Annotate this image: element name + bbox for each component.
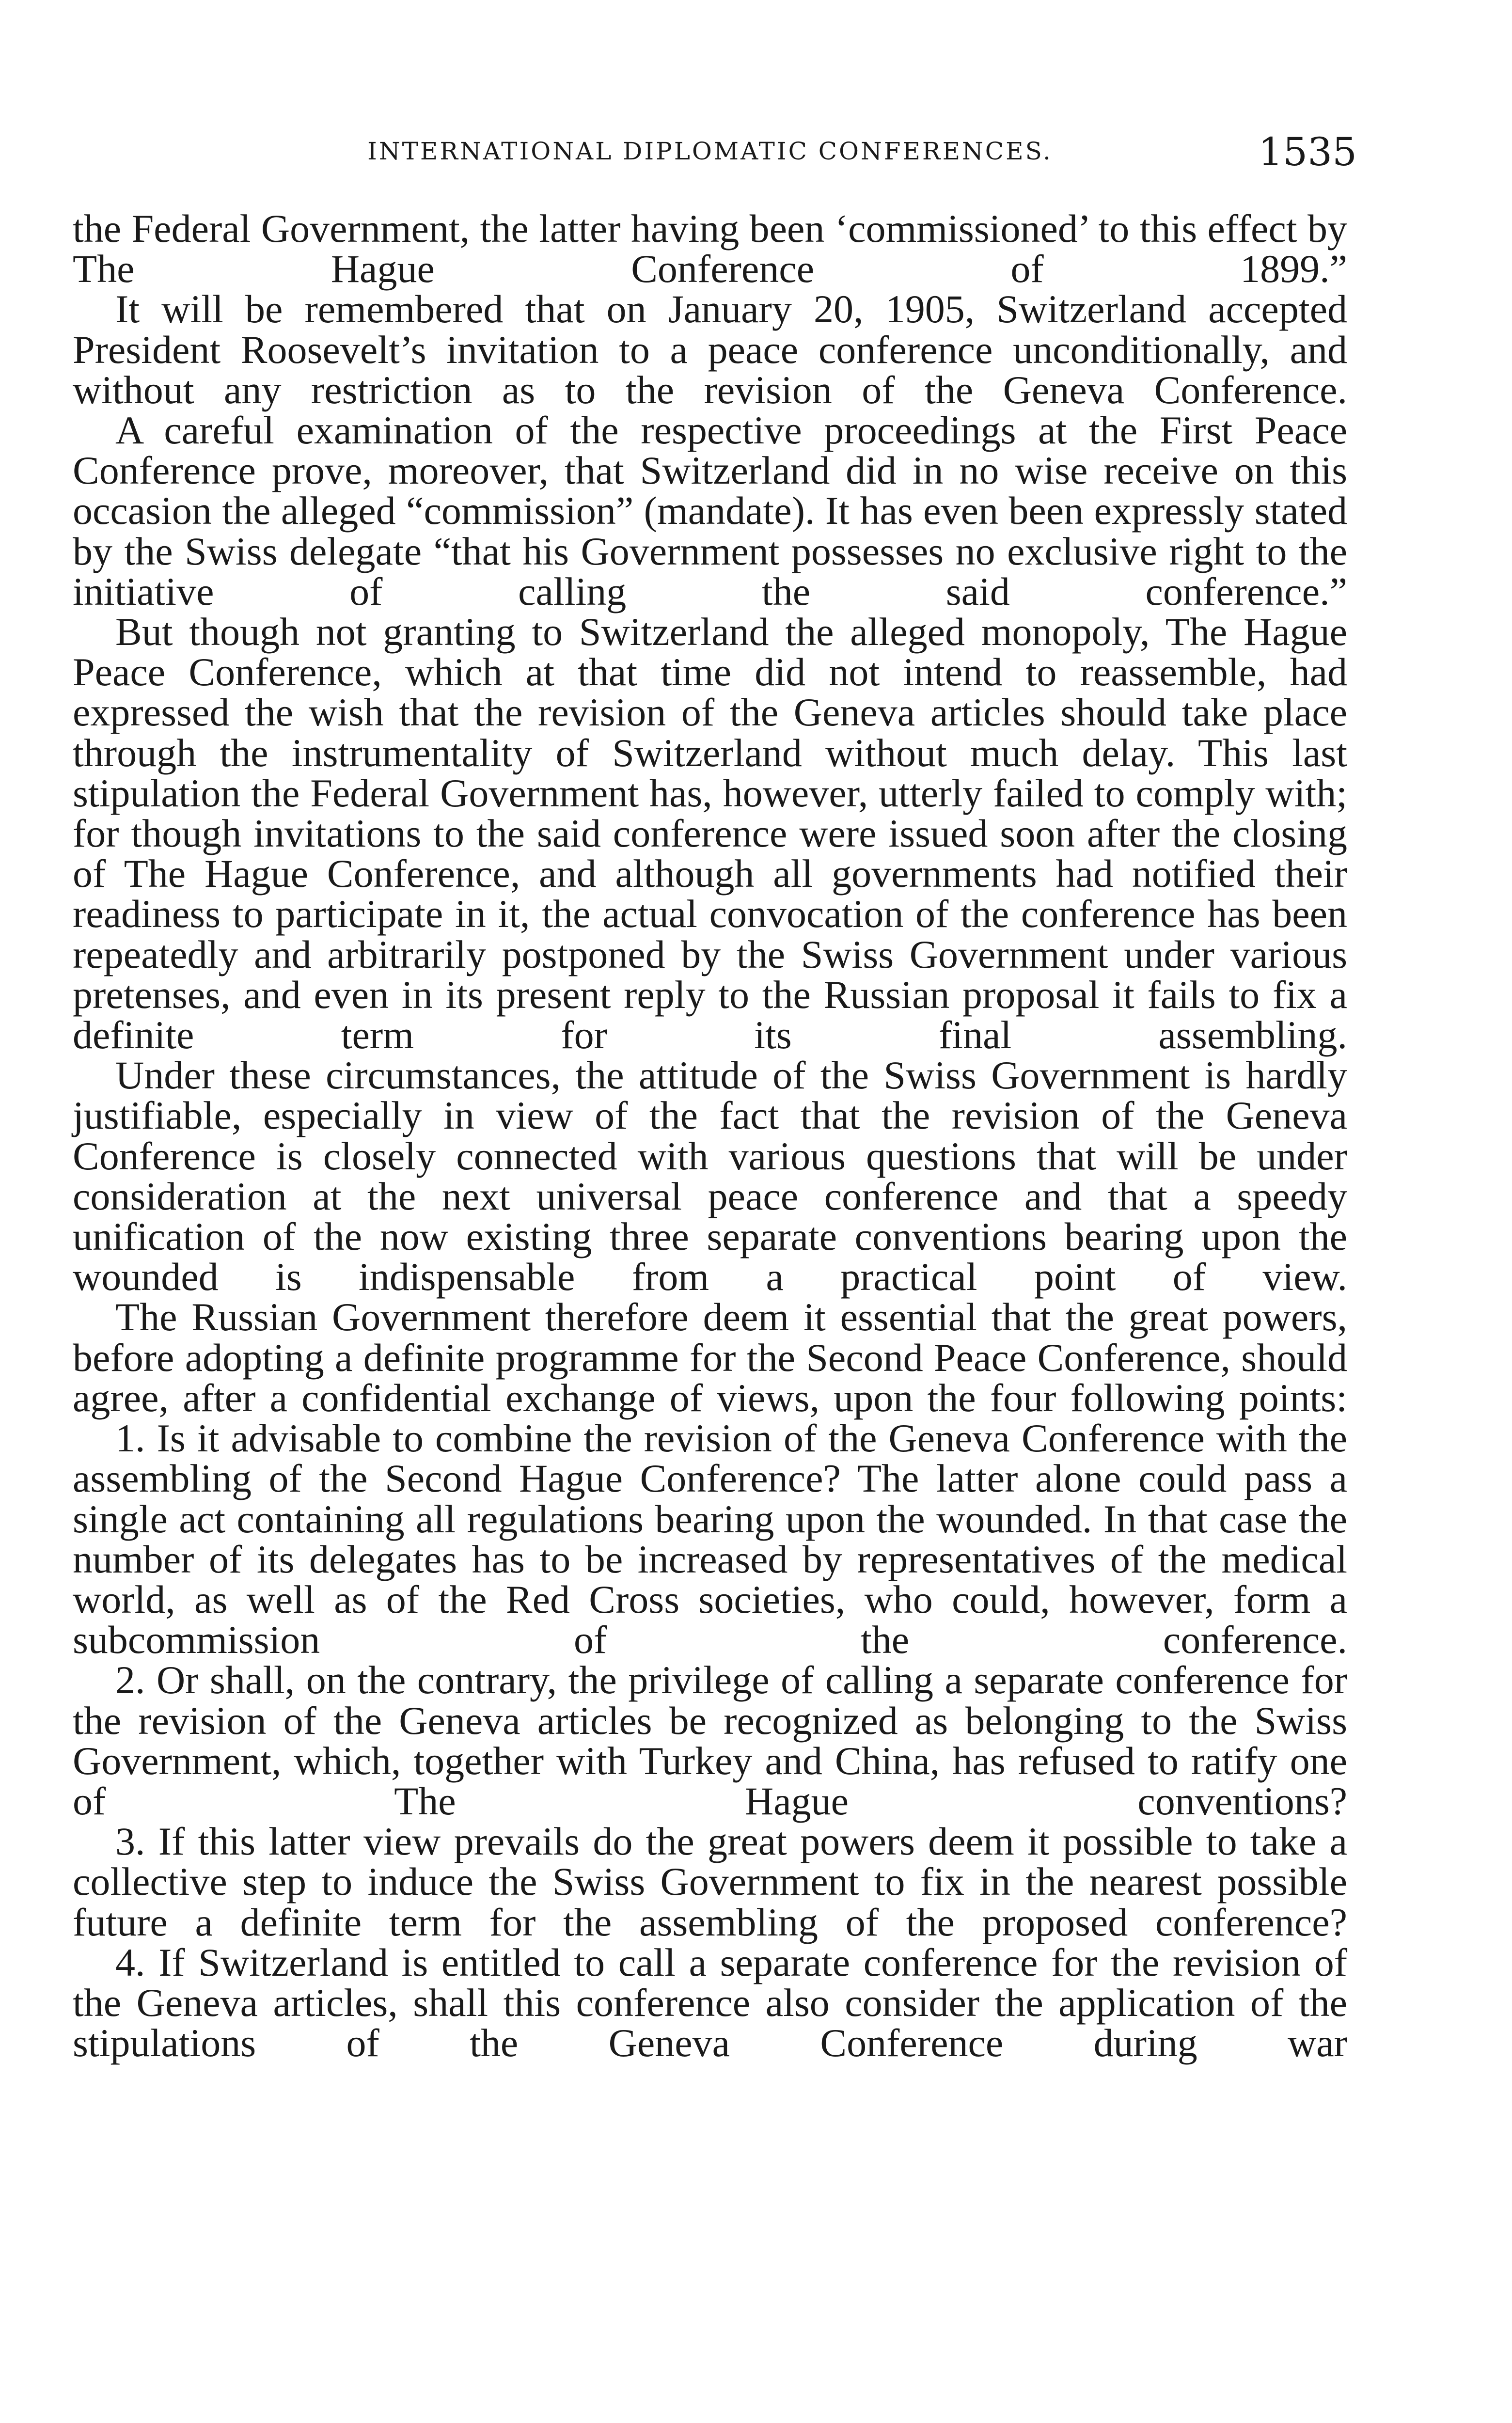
paragraph-roosevelt-invitation: It will be remembered that on January 20, 1905, Switzerland accepted President Roosevelt’s invitation to a peace conference unconditionally, and without any restriction as to the revision of the Geneva Conference.: [73, 287, 1347, 412]
running-title: INTERNATIONAL DIPLOMATIC CONFERENCES.: [367, 137, 1053, 165]
page-header: [73, 124, 1357, 174]
point-1: 1. Is it advisable to combine the revision of the Geneva Conference with the assembling of the Second Hague Conference? The latter alone could pass a single act containing all regulations bearing upon the wounded. In that case the number of its delegates has to be increased by representatives of the medical world, as well as of the Red Cross societies, who could, however, form a subcommission of the conference.: [73, 1416, 1347, 1662]
paragraph-first-peace-conference: A careful examination of the respective proceedings at the First Peace Conference prove, moreover, that Switzerland did in no wise receive on this occasion the alleged “commission” (mandate). It has even been expressly stated by the Swiss delegate “that his Government possesses no exclusive right to the initiative of calling the said conference.”: [73, 408, 1347, 614]
body-text: [73, 208, 1347, 2063]
point-3: 3. If this latter view prevails do the great powers deem it possible to take a collective step to induce the Swiss Government to fix in the nearest possible future a definite term for the assembling of the proposed conference?: [73, 1819, 1347, 1944]
point-4: 4. If Switzerland is entitled to call a separate conference for the revision of the Geneva articles, shall this conference also consider the application of the stipulations of the Geneva Conference during war: [73, 1940, 1347, 2065]
point-2: 2. Or shall, on the contrary, the privilege of calling a separate conference for the revision of the Geneva articles be recognized as belonging to the Swiss Government, which, together with Turkey and China, has refused to ratify one of The Hague conventions?: [73, 1658, 1347, 1823]
paragraph-monopoly: But though not granting to Switzerland the alleged monopoly, The Hague Peace Conference, which at that time did not intend to reassemble, had expressed the wish that the revision of the Geneva articles should take place through the instrumentality of Switzerland without much delay. This last stipulation the Federal Government has, however, utterly failed to comply with; for though invitations to the said conference were issued soon after the closing of The Hague Conference, and although all governments had notified their readiness to participate in it, the actual convocation of the conference has been repeatedly and arbitrarily postponed by the Swiss Government under various pretenses, and even in its present reply to the Russian proposal it fails to fix a definite term for its final assembling.: [73, 610, 1347, 1057]
paragraph-continuation: the Federal Government, the latter having been ‘commissioned’ to this effect by The Hague Conference of 1899.”: [73, 206, 1347, 291]
paragraph-circumstances: Under these circumstances, the attitude of the Swiss Government is hardly justifiable, especially in view of the fact that the revision of the Geneva Conference is closely connected with various questions that will be under consideration at the next universal peace conference and that a speedy unification of the now existing three separate conventions bearing upon the wounded is indispensable from a practical point of view.: [73, 1053, 1347, 1299]
page-number: 1535: [1258, 129, 1357, 174]
paragraph-russian-government: The Russian Government therefore deem it essential that the great powers, before adopting a definite programme for the Second Peace Conference, should agree, after a confidential exchange of views, upon the four following points:: [73, 1295, 1347, 1420]
